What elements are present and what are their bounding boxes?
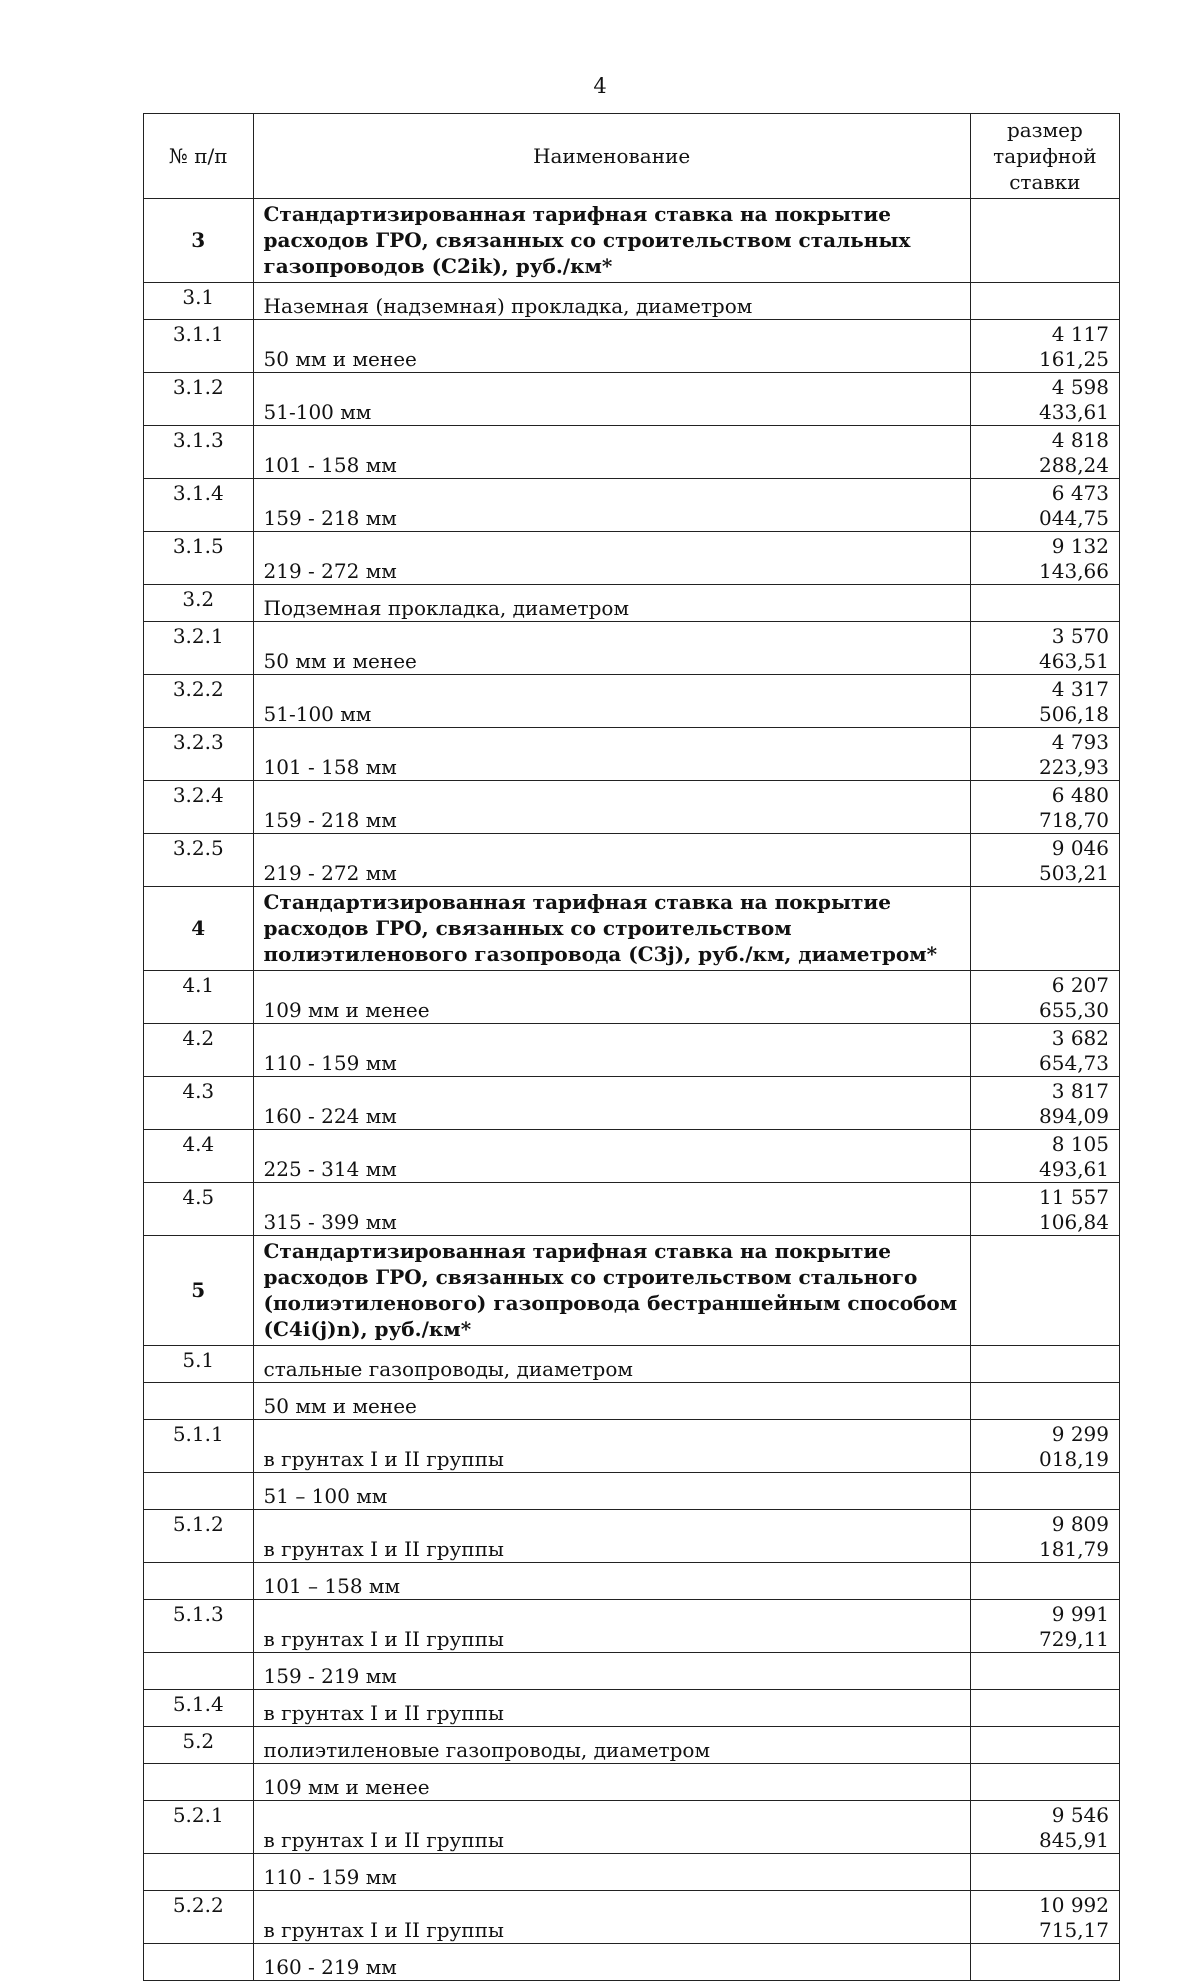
row-value-cell: 9 299 018,19 <box>970 1420 1119 1473</box>
row-number-cell <box>144 1854 254 1891</box>
table-row <box>144 283 1120 320</box>
row-number-cell: 3.1 <box>144 283 254 320</box>
row-value-cell: 3 570 463,51 <box>970 622 1119 675</box>
table-row <box>144 373 1120 426</box>
row-name-cell: полиэтиленовые газопроводы, диаметром <box>253 1727 970 1764</box>
table-row <box>144 1420 1120 1473</box>
row-value-cell <box>970 1473 1119 1510</box>
row-name-cell: в грунтах I и II группы <box>253 1420 970 1473</box>
section-row <box>144 199 1120 283</box>
table-row <box>144 1473 1120 1510</box>
table-row <box>144 532 1120 585</box>
row-value-cell <box>970 1944 1119 1981</box>
table-row <box>144 1130 1120 1183</box>
row-number-cell: 5.1.4 <box>144 1690 254 1727</box>
row-number-cell: 4.5 <box>144 1183 254 1236</box>
table-row <box>144 479 1120 532</box>
row-name-cell: в грунтах I и II группы <box>253 1891 970 1944</box>
row-name-cell: 50 мм и менее <box>253 622 970 675</box>
section-row <box>144 1236 1120 1346</box>
row-number-cell: 4.1 <box>144 971 254 1024</box>
row-value-cell: 10 992 715,17 <box>970 1891 1119 1944</box>
row-value-cell: 9 809 181,79 <box>970 1510 1119 1563</box>
row-value-cell: 3 817 894,09 <box>970 1077 1119 1130</box>
row-value-cell: 6 480 718,70 <box>970 781 1119 834</box>
row-value-cell: 6 473 044,75 <box>970 479 1119 532</box>
row-value-cell: 11 557 106,84 <box>970 1183 1119 1236</box>
row-name-cell: 219 - 272 мм <box>253 532 970 585</box>
row-value-cell: 6 207 655,30 <box>970 971 1119 1024</box>
row-value-cell: 9 546 845,91 <box>970 1801 1119 1854</box>
table-row <box>144 1346 1120 1383</box>
table-row <box>144 1944 1120 1981</box>
table-row <box>144 585 1120 622</box>
row-number-cell: 5.1.3 <box>144 1600 254 1653</box>
table-row <box>144 1690 1120 1727</box>
row-name-cell: 101 - 158 мм <box>253 728 970 781</box>
row-name-cell: 101 – 158 мм <box>253 1563 970 1600</box>
row-number-cell: 5.2.1 <box>144 1801 254 1854</box>
table-row <box>144 1764 1120 1801</box>
row-number-cell: 3.1.4 <box>144 479 254 532</box>
row-name-cell: 50 мм и менее <box>253 1383 970 1420</box>
row-value-cell <box>970 1854 1119 1891</box>
row-number-cell: 4.3 <box>144 1077 254 1130</box>
page-number: 4 <box>593 74 607 98</box>
row-name-cell: 160 - 219 мм <box>253 1944 970 1981</box>
row-number-cell: 5.1.1 <box>144 1420 254 1473</box>
row-number-cell <box>144 1563 254 1600</box>
row-value-cell <box>970 1727 1119 1764</box>
row-number-cell: 4.2 <box>144 1024 254 1077</box>
row-value-cell <box>970 1346 1119 1383</box>
row-value-cell <box>970 585 1119 622</box>
row-number-cell <box>144 1944 254 1981</box>
row-value-cell <box>970 199 1119 283</box>
table-row <box>144 1600 1120 1653</box>
row-name-cell: 219 - 272 мм <box>253 834 970 887</box>
row-number-cell: 3.2.3 <box>144 728 254 781</box>
row-number-cell: 5.2 <box>144 1727 254 1764</box>
row-number-cell <box>144 1473 254 1510</box>
row-name-cell: в грунтах I и II группы <box>253 1801 970 1854</box>
row-value-cell: 4 117 161,25 <box>970 320 1119 373</box>
row-number-cell: 4.4 <box>144 1130 254 1183</box>
header-num: № п/п <box>144 114 254 199</box>
row-name-cell: в грунтах I и II группы <box>253 1510 970 1563</box>
table-row <box>144 622 1120 675</box>
row-value-cell <box>970 1764 1119 1801</box>
row-name-cell: 109 мм и менее <box>253 971 970 1024</box>
row-number-cell: 5.2.2 <box>144 1891 254 1944</box>
row-value-cell <box>970 1653 1119 1690</box>
row-number-cell: 3.2.1 <box>144 622 254 675</box>
row-number-cell <box>144 1383 254 1420</box>
row-name-cell: 109 мм и менее <box>253 1764 970 1801</box>
table-body <box>144 199 1120 1981</box>
row-number-cell: 3.2.5 <box>144 834 254 887</box>
table-row <box>144 834 1120 887</box>
row-value-cell <box>970 1383 1119 1420</box>
row-name-cell: 159 - 218 мм <box>253 479 970 532</box>
table-row <box>144 1510 1120 1563</box>
table-row <box>144 1024 1120 1077</box>
row-name-cell: Стандартизированная тарифная ставка на покрытие расходов ГРО, связанных со строительством стального (полиэтиленового) газопровода бестраншейным способом (С4i(j)n), руб./км* <box>253 1236 970 1346</box>
row-value-cell: 8 105 493,61 <box>970 1130 1119 1183</box>
table-row <box>144 1891 1120 1944</box>
row-name-cell: 110 - 159 мм <box>253 1024 970 1077</box>
table-row <box>144 1653 1120 1690</box>
row-number-cell: 3.1.5 <box>144 532 254 585</box>
table-row <box>144 728 1120 781</box>
row-name-cell: 160 - 224 мм <box>253 1077 970 1130</box>
row-name-cell: Подземная прокладка, диаметром <box>253 585 970 622</box>
row-name-cell: в грунтах I и II группы <box>253 1600 970 1653</box>
row-name-cell: 50 мм и менее <box>253 320 970 373</box>
row-value-cell: 4 818 288,24 <box>970 426 1119 479</box>
row-name-cell: Наземная (надземная) прокладка, диаметром <box>253 283 970 320</box>
table-row <box>144 675 1120 728</box>
table-row <box>144 1854 1120 1891</box>
header-name: Наименование <box>253 114 970 199</box>
table-row <box>144 1727 1120 1764</box>
row-name-cell: 159 - 218 мм <box>253 781 970 834</box>
table-row <box>144 1183 1120 1236</box>
table-header-row <box>144 114 1120 199</box>
row-number-cell: 3.2 <box>144 585 254 622</box>
row-value-cell: 4 317 506,18 <box>970 675 1119 728</box>
row-value-cell <box>970 1236 1119 1346</box>
row-name-cell: 315 - 399 мм <box>253 1183 970 1236</box>
row-number-cell: 5.1 <box>144 1346 254 1383</box>
row-value-cell: 9 991 729,11 <box>970 1600 1119 1653</box>
table-row <box>144 781 1120 834</box>
row-number-cell: 3.1.2 <box>144 373 254 426</box>
row-number-cell <box>144 1653 254 1690</box>
table-row <box>144 426 1120 479</box>
table-row <box>144 1077 1120 1130</box>
section-row <box>144 887 1120 971</box>
row-number-cell: 4 <box>144 887 254 971</box>
row-number-cell: 3.2.2 <box>144 675 254 728</box>
row-name-cell: 101 - 158 мм <box>253 426 970 479</box>
row-name-cell: стальные газопроводы, диаметром <box>253 1346 970 1383</box>
row-number-cell: 3 <box>144 199 254 283</box>
tariff-table <box>143 113 1120 1981</box>
row-number-cell: 3.1.3 <box>144 426 254 479</box>
row-number-cell <box>144 1764 254 1801</box>
row-name-cell: в грунтах I и II группы <box>253 1690 970 1727</box>
header-value: размер тарифной ставки <box>970 114 1119 199</box>
row-value-cell: 4 598 433,61 <box>970 373 1119 426</box>
row-number-cell: 3.1.1 <box>144 320 254 373</box>
row-value-cell <box>970 887 1119 971</box>
table-row <box>144 1383 1120 1420</box>
row-name-cell: 159 - 219 мм <box>253 1653 970 1690</box>
row-name-cell: Стандартизированная тарифная ставка на покрытие расходов ГРО, связанных со строительством полиэтиленового газопровода (С3j), руб./км, диаметром* <box>253 887 970 971</box>
row-value-cell: 3 682 654,73 <box>970 1024 1119 1077</box>
row-value-cell <box>970 1563 1119 1600</box>
row-value-cell: 4 793 223,93 <box>970 728 1119 781</box>
row-name-cell: Стандартизированная тарифная ставка на покрытие расходов ГРО, связанных со строительством стальных газопроводов (С2ik), руб./км* <box>253 199 970 283</box>
row-value-cell: 9 132 143,66 <box>970 532 1119 585</box>
row-number-cell: 5 <box>144 1236 254 1346</box>
row-name-cell: 51 – 100 мм <box>253 1473 970 1510</box>
row-value-cell <box>970 283 1119 320</box>
table-row <box>144 320 1120 373</box>
table-row <box>144 1563 1120 1600</box>
row-number-cell: 5.1.2 <box>144 1510 254 1563</box>
row-name-cell: 51-100 мм <box>253 675 970 728</box>
table-row <box>144 971 1120 1024</box>
row-value-cell <box>970 1690 1119 1727</box>
row-name-cell: 51-100 мм <box>253 373 970 426</box>
row-value-cell: 9 046 503,21 <box>970 834 1119 887</box>
row-name-cell: 110 - 159 мм <box>253 1854 970 1891</box>
row-name-cell: 225 - 314 мм <box>253 1130 970 1183</box>
row-number-cell: 3.2.4 <box>144 781 254 834</box>
table-row <box>144 1801 1120 1854</box>
